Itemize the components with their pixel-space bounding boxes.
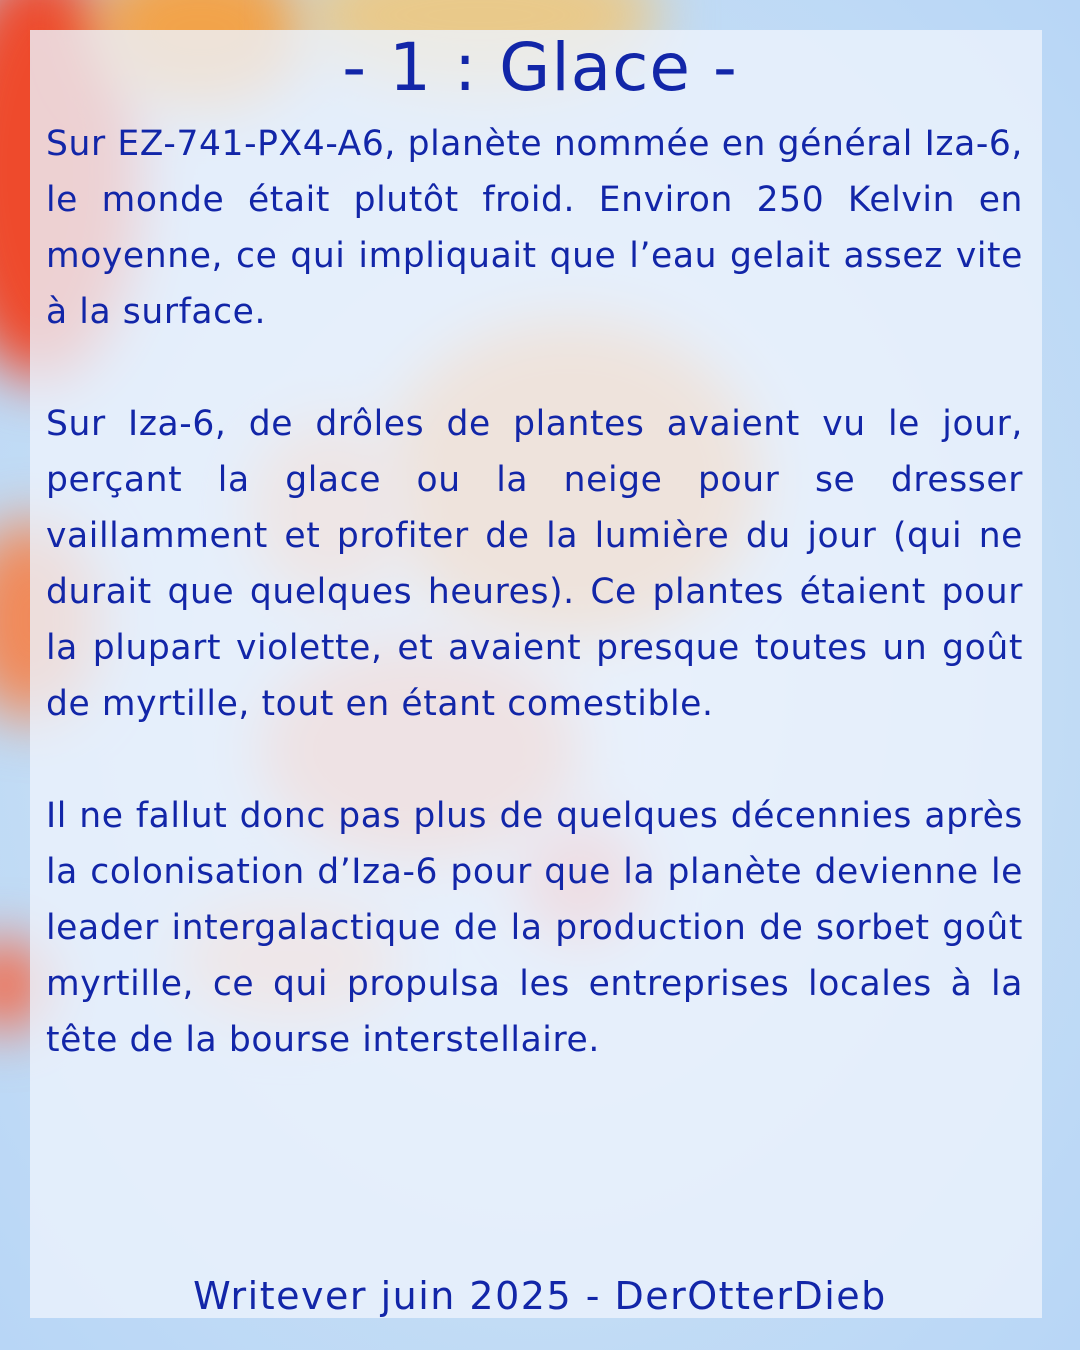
story-paragraph-3: Il ne fallut donc pas plus de quelques décennies après la colonisation d’Iza-6 pour que la planète devienne le leader intergalactique de la production de sorbet goût myrtille, ce qui propulsa les entreprises locales à la tête de la bourse interstellaire. [46, 796, 1023, 1060]
story-paragraph-2: Sur Iza-6, de drôles de plantes avaient vu le jour, perçant la glace ou la neige pour se dresser vaillamment et profiter de la lumière du jour (qui ne durait que quelques heures). Ce plantes étaient pour la plupart violette, et avaient presque toutes un goût de myrtille, tout en étant comestible. [46, 404, 1023, 724]
story-text [46, 116, 1023, 1068]
page-title: - 1 : Glace - [342, 29, 738, 106]
story-paragraph-1: Sur EZ-741-PX4-A6, planète nommée en général Iza-6, le monde était plutôt froid. Environ 250 Kelvin en moyenne, ce qui impliquait que l’eau gelait assez vite à la surface. [46, 124, 1023, 332]
footer-credit: Writever juin 2025 - DerOtterDieb [193, 1274, 887, 1318]
